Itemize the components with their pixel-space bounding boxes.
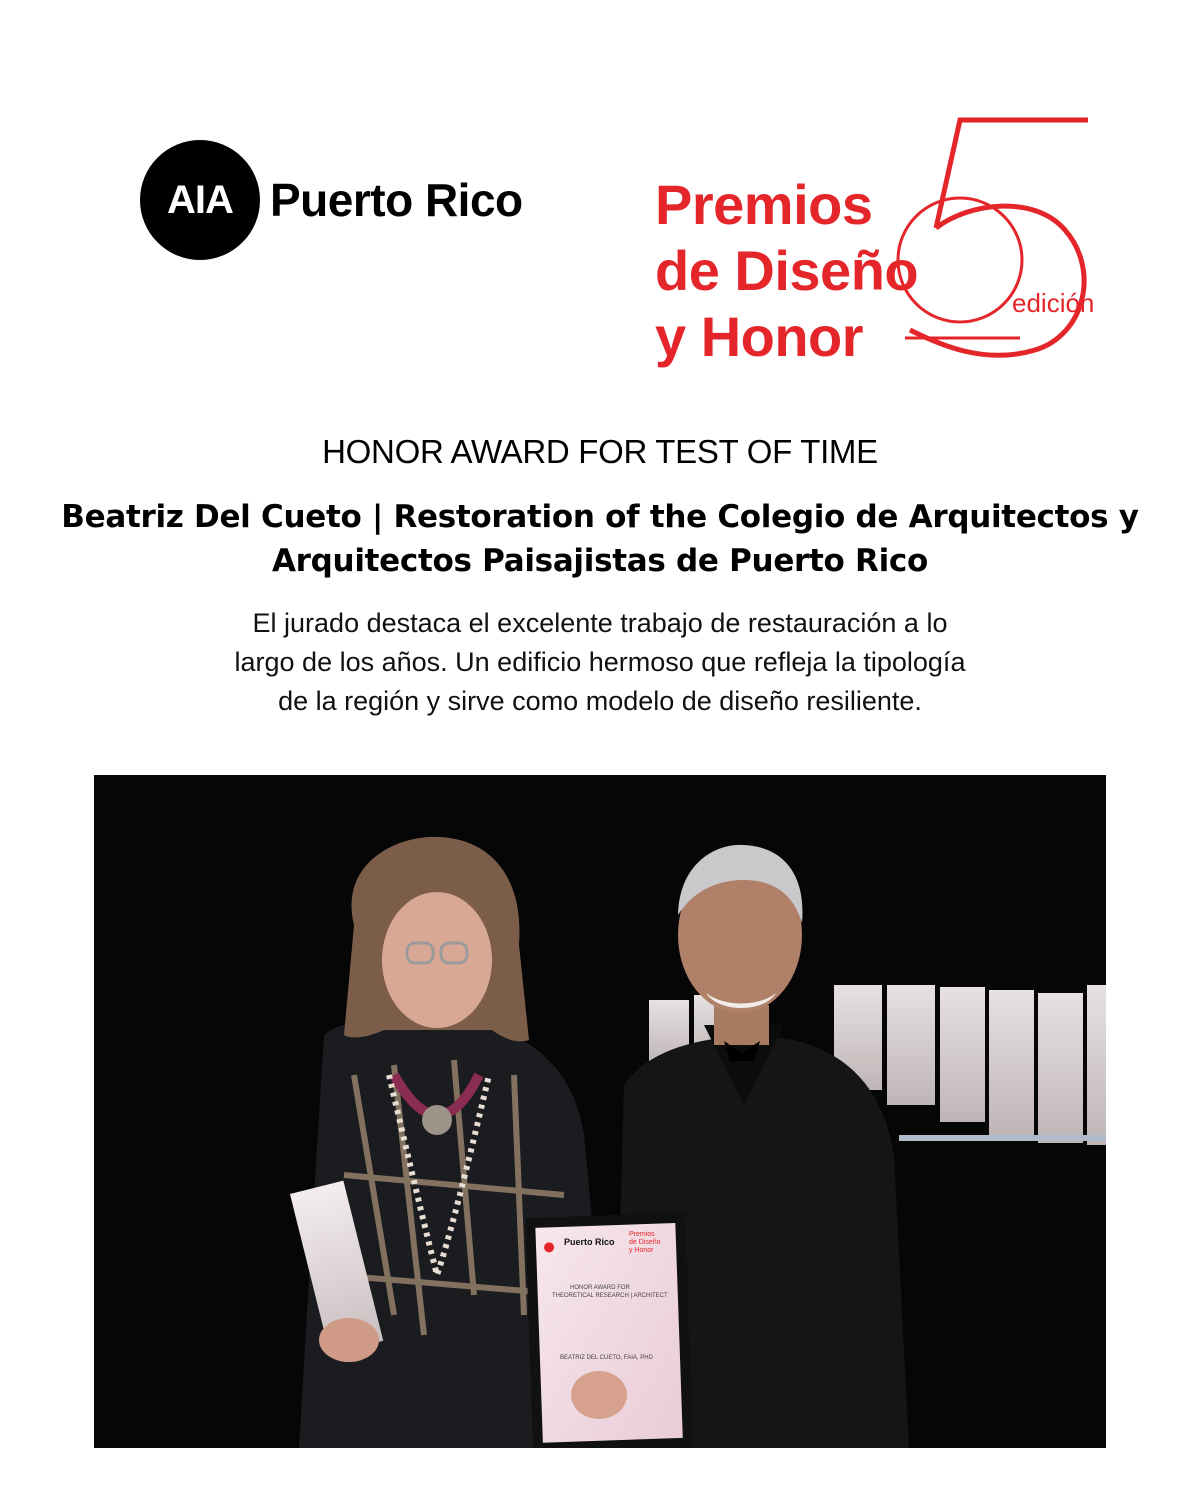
premios-line-1: Premios	[655, 173, 873, 236]
ceremony-photo-illustration	[94, 775, 1106, 1448]
description-line-3: de la región y sirve como modelo de diseño resiliente.	[278, 686, 922, 716]
jury-description	[110, 604, 1090, 721]
aia-puerto-rico-logo	[140, 140, 523, 260]
award-category: HONOR AWARD FOR TEST OF TIME	[322, 433, 878, 470]
premios-line-3: y Honor	[655, 305, 864, 368]
premios-line-2: de Diseño	[655, 239, 919, 302]
certificate-logo-line-3: y Honor	[629, 1247, 654, 1254]
aia-logo-mark	[140, 140, 260, 260]
certificate-logo-line-2: de Diseño	[629, 1239, 661, 1246]
description-line-2: largo de los años. Un edificio hermoso que refleja la tipología	[234, 647, 966, 677]
certificate-recipient: BEATRIZ DEL CUETO, FAIA, PHD	[560, 1355, 653, 1361]
award-title-line-2: Arquitectos Paisajistas de Puerto Rico	[271, 543, 929, 579]
premios-logo-text	[655, 172, 918, 370]
award-title-line-1: Beatriz Del Cueto | Restoration of the Colegio de Arquitectos y	[61, 499, 1139, 535]
certificate-logo-name: Puerto Rico	[564, 1237, 615, 1247]
description-line-1: El jurado destaca el excelente trabajo de restauración a lo	[252, 608, 948, 638]
aia-logo-mark-text: AIA	[167, 177, 233, 222]
aia-logo-name: Puerto Rico	[270, 174, 523, 226]
award-ceremony-photo	[94, 775, 1106, 1448]
award-title	[50, 495, 1150, 583]
certificate-award-line-2: THEORETICAL RESEARCH | ARCHITECT	[552, 1293, 668, 1299]
premios-logo	[640, 110, 1120, 370]
certificate-logo-text	[629, 1231, 661, 1255]
certificate-award-line-1: HONOR AWARD FOR	[570, 1285, 630, 1291]
certificate-logo-line-1: Premios	[629, 1231, 655, 1238]
premios-edition-label: edición	[1012, 288, 1095, 318]
